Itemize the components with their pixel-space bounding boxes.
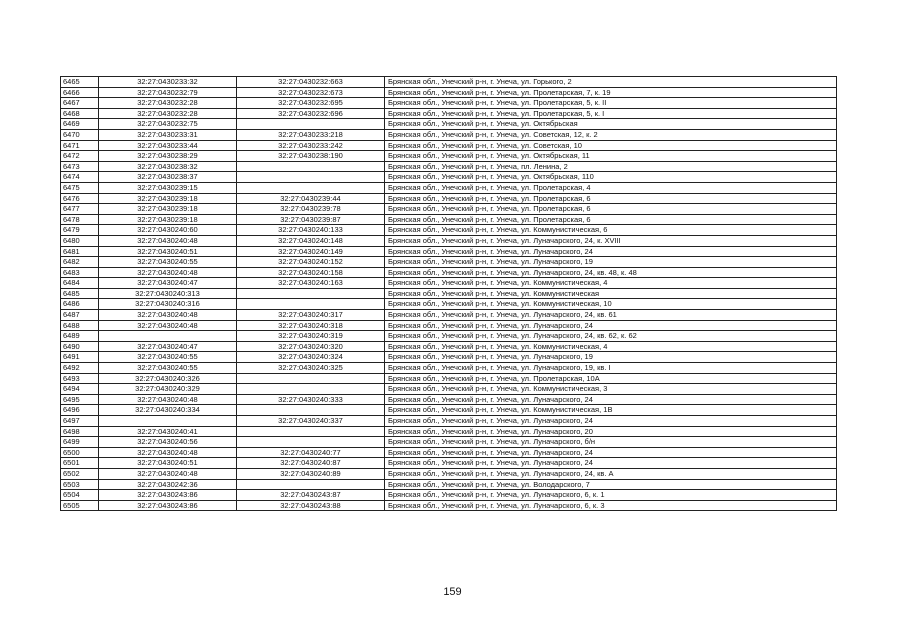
table-row — [61, 140, 837, 151]
building-number-cell: 32:27:0430233:218 — [237, 129, 385, 140]
land-parcel-number-cell: 32:27:0430240:48 — [99, 267, 237, 278]
address-cell: Брянская обл., Унечский р-н, г. Унеча, ул. Луначарского, б/н — [385, 437, 837, 448]
table-row — [61, 77, 837, 88]
address-cell: Брянская обл., Унечский р-н, г. Унеча, ул. Коммунистическая, 6 — [385, 225, 837, 236]
table-row — [61, 172, 837, 183]
row-number-cell: 6465 — [61, 77, 99, 88]
address-cell: Брянская обл., Унечский р-н, г. Унеча, ул. Коммунистическая, 1В — [385, 405, 837, 416]
building-number-cell — [237, 161, 385, 172]
row-number-cell: 6502 — [61, 468, 99, 479]
land-parcel-number-cell: 32:27:0430240:41 — [99, 426, 237, 437]
table-row — [61, 161, 837, 172]
address-cell: Брянская обл., Унечский р-н, г. Унеча, ул. Луначарского, 20 — [385, 426, 837, 437]
row-number-cell: 6492 — [61, 363, 99, 374]
land-parcel-number-cell: 32:27:0430240:48 — [99, 394, 237, 405]
row-number-cell: 6486 — [61, 299, 99, 310]
building-number-cell: 32:27:0430240:333 — [237, 394, 385, 405]
address-cell: Брянская обл., Унечский р-н, г. Унеча, ул. Луначарского, 19 — [385, 257, 837, 268]
land-parcel-number-cell: 32:27:0430243:86 — [99, 490, 237, 501]
building-number-cell — [237, 288, 385, 299]
table-row — [61, 108, 837, 119]
building-number-cell: 32:27:0430232:696 — [237, 108, 385, 119]
row-number-cell: 6498 — [61, 426, 99, 437]
table-row — [61, 288, 837, 299]
table-row — [61, 500, 837, 511]
page-number: 159 — [443, 586, 462, 598]
table-row — [61, 447, 837, 458]
table-row — [61, 299, 837, 310]
building-number-cell: 32:27:0430233:242 — [237, 140, 385, 151]
row-number-cell: 6484 — [61, 278, 99, 289]
table-row — [61, 320, 837, 331]
address-cell: Брянская обл., Унечский р-н, г. Унеча, ул. Коммунистическая, 3 — [385, 384, 837, 395]
table-row — [61, 384, 837, 395]
address-cell: Брянская обл., Унечский р-н, г. Унеча, ул. Советская, 10 — [385, 140, 837, 151]
address-cell: Брянская обл., Унечский р-н, г. Унеча, ул. Коммунистическая — [385, 288, 837, 299]
building-number-cell: 32:27:0430232:663 — [237, 77, 385, 88]
row-number-cell: 6488 — [61, 320, 99, 331]
land-parcel-number-cell: 32:27:0430240:313 — [99, 288, 237, 299]
address-cell: Брянская обл., Унечский р-н, г. Унеча, ул. Луначарского, 24, кв. 48, к. 48 — [385, 267, 837, 278]
building-number-cell — [237, 384, 385, 395]
land-parcel-number-cell: 32:27:0430240:48 — [99, 310, 237, 321]
land-parcel-number-cell: 32:27:0430242:36 — [99, 479, 237, 490]
row-number-cell: 6467 — [61, 98, 99, 109]
land-parcel-number-cell: 32:27:0430240:316 — [99, 299, 237, 310]
table-row — [61, 214, 837, 225]
row-number-cell: 6466 — [61, 87, 99, 98]
building-number-cell: 32:27:0430239:44 — [237, 193, 385, 204]
row-number-cell: 6480 — [61, 235, 99, 246]
address-cell: Брянская обл., Унечский р-н, г. Унеча, ул. Луначарского, 24 — [385, 458, 837, 469]
address-cell: Брянская обл., Унечский р-н, г. Унеча, ул. Луначарского, 24 — [385, 416, 837, 427]
table-row — [61, 267, 837, 278]
building-number-cell: 32:27:0430240:133 — [237, 225, 385, 236]
registry-table-body — [61, 77, 837, 511]
row-number-cell: 6474 — [61, 172, 99, 183]
building-number-cell: 32:27:0430240:158 — [237, 267, 385, 278]
row-number-cell: 6500 — [61, 447, 99, 458]
address-cell: Брянская обл., Унечский р-н, г. Унеча, ул. Пролетарская, 6 — [385, 193, 837, 204]
building-number-cell: 32:27:0430240:163 — [237, 278, 385, 289]
land-parcel-number-cell: 32:27:0430239:18 — [99, 214, 237, 225]
building-number-cell — [237, 119, 385, 130]
land-parcel-number-cell: 32:27:0430232:79 — [99, 87, 237, 98]
land-parcel-number-cell: 32:27:0430232:28 — [99, 98, 237, 109]
land-parcel-number-cell: 32:27:0430240:48 — [99, 320, 237, 331]
table-row — [61, 373, 837, 384]
address-cell: Брянская обл., Унечский р-н, г. Унеча, ул. Октябрьская — [385, 119, 837, 130]
address-cell: Брянская обл., Унечский р-н, г. Унеча, ул. Луначарского, 24, кв. 61 — [385, 310, 837, 321]
address-cell: Брянская обл., Унечский р-н, г. Унеча, ул. Пролетарская, 5, к. II — [385, 98, 837, 109]
table-row — [61, 129, 837, 140]
building-number-cell — [237, 299, 385, 310]
address-cell: Брянская обл., Унечский р-н, г. Унеча, ул. Луначарского, 24, кв. 62, к. 62 — [385, 331, 837, 342]
address-cell: Брянская обл., Унечский р-н, г. Унеча, ул. Луначарского, 24 — [385, 320, 837, 331]
table-row — [61, 98, 837, 109]
row-number-cell: 6481 — [61, 246, 99, 257]
row-number-cell: 6501 — [61, 458, 99, 469]
land-parcel-number-cell: 32:27:0430232:75 — [99, 119, 237, 130]
row-number-cell: 6490 — [61, 341, 99, 352]
row-number-cell: 6477 — [61, 204, 99, 215]
address-cell: Брянская обл., Унечский р-н, г. Унеча, ул. Пролетарская, 5, к. I — [385, 108, 837, 119]
building-number-cell: 32:27:0430232:673 — [237, 87, 385, 98]
table-row — [61, 182, 837, 193]
building-number-cell: 32:27:0430243:88 — [237, 500, 385, 511]
land-parcel-number-cell: 32:27:0430239:18 — [99, 193, 237, 204]
land-parcel-number-cell: 32:27:0430238:37 — [99, 172, 237, 183]
address-cell: Брянская обл., Унечский р-н, г. Унеча, ул. Советская, 12, к. 2 — [385, 129, 837, 140]
building-number-cell: 32:27:0430240:320 — [237, 341, 385, 352]
land-parcel-number-cell: 32:27:0430240:60 — [99, 225, 237, 236]
row-number-cell: 6473 — [61, 161, 99, 172]
row-number-cell: 6472 — [61, 151, 99, 162]
building-number-cell: 32:27:0430240:87 — [237, 458, 385, 469]
table-row — [61, 193, 837, 204]
land-parcel-number-cell: 32:27:0430238:29 — [99, 151, 237, 162]
row-number-cell: 6505 — [61, 500, 99, 511]
address-cell: Брянская обл., Унечский р-н, г. Унеча, ул. Горького, 2 — [385, 77, 837, 88]
row-number-cell: 6494 — [61, 384, 99, 395]
land-parcel-number-cell: 32:27:0430233:44 — [99, 140, 237, 151]
table-row — [61, 119, 837, 130]
table-row — [61, 310, 837, 321]
land-parcel-number-cell: 32:27:0430239:15 — [99, 182, 237, 193]
building-number-cell: 32:27:0430243:87 — [237, 490, 385, 501]
address-cell: Брянская обл., Унечский р-н, г. Унеча, ул. Луначарского, 24 — [385, 447, 837, 458]
address-cell: Брянская обл., Унечский р-н, г. Унеча, ул. Пролетарская, 10А — [385, 373, 837, 384]
land-parcel-number-cell: 32:27:0430240:47 — [99, 278, 237, 289]
row-number-cell: 6485 — [61, 288, 99, 299]
row-number-cell: 6491 — [61, 352, 99, 363]
table-row — [61, 235, 837, 246]
table-row — [61, 246, 837, 257]
building-number-cell: 32:27:0430240:148 — [237, 235, 385, 246]
row-number-cell: 6496 — [61, 405, 99, 416]
land-parcel-number-cell: 32:27:0430240:56 — [99, 437, 237, 448]
table-row — [61, 341, 837, 352]
land-parcel-number-cell: 32:27:0430240:51 — [99, 246, 237, 257]
table-row — [61, 405, 837, 416]
land-parcel-number-cell: 32:27:0430232:28 — [99, 108, 237, 119]
land-parcel-number-cell: 32:27:0430238:32 — [99, 161, 237, 172]
building-number-cell: 32:27:0430240:149 — [237, 246, 385, 257]
table-row — [61, 331, 837, 342]
row-number-cell: 6475 — [61, 182, 99, 193]
address-cell: Брянская обл., Унечский р-н, г. Унеча, ул. Луначарского, 6, к. 1 — [385, 490, 837, 501]
address-cell: Брянская обл., Унечский р-н, г. Унеча, ул. Октябрьская, 11 — [385, 151, 837, 162]
row-number-cell: 6469 — [61, 119, 99, 130]
building-number-cell: 32:27:0430240:337 — [237, 416, 385, 427]
row-number-cell: 6487 — [61, 310, 99, 321]
land-parcel-number-cell: 32:27:0430243:86 — [99, 500, 237, 511]
address-cell: Брянская обл., Унечский р-н, г. Унеча, ул. Луначарского, 19, кв. I — [385, 363, 837, 374]
table-row — [61, 394, 837, 405]
building-number-cell: 32:27:0430238:190 — [237, 151, 385, 162]
table-row — [61, 257, 837, 268]
address-cell: Брянская обл., Унечский р-н, г. Унеча, ул. Луначарского, 24, кв. А — [385, 468, 837, 479]
table-row — [61, 416, 837, 427]
address-cell: Брянская обл., Унечский р-н, г. Унеча, ул. Луначарского, 24 — [385, 394, 837, 405]
building-number-cell: 32:27:0430240:324 — [237, 352, 385, 363]
row-number-cell: 6476 — [61, 193, 99, 204]
row-number-cell: 6489 — [61, 331, 99, 342]
row-number-cell: 6493 — [61, 373, 99, 384]
building-number-cell: 32:27:0430240:317 — [237, 310, 385, 321]
land-parcel-number-cell — [99, 331, 237, 342]
row-number-cell: 6499 — [61, 437, 99, 448]
building-number-cell: 32:27:0430240:318 — [237, 320, 385, 331]
registry-table — [60, 76, 837, 511]
table-row — [61, 458, 837, 469]
land-parcel-number-cell: 32:27:0430240:48 — [99, 235, 237, 246]
land-parcel-number-cell: 32:27:0430240:329 — [99, 384, 237, 395]
row-number-cell: 6468 — [61, 108, 99, 119]
table-row — [61, 426, 837, 437]
address-cell: Брянская обл., Унечский р-н, г. Унеча, ул. Коммунистическая, 10 — [385, 299, 837, 310]
land-parcel-number-cell: 32:27:0430240:55 — [99, 363, 237, 374]
address-cell: Брянская обл., Унечский р-н, г. Унеча, ул. Луначарского, 24, к. XVIII — [385, 235, 837, 246]
table-row — [61, 468, 837, 479]
building-number-cell — [237, 479, 385, 490]
row-number-cell: 6495 — [61, 394, 99, 405]
table-row — [61, 87, 837, 98]
building-number-cell — [237, 373, 385, 384]
land-parcel-number-cell: 32:27:0430240:48 — [99, 447, 237, 458]
building-number-cell: 32:27:0430232:695 — [237, 98, 385, 109]
building-number-cell: 32:27:0430240:319 — [237, 331, 385, 342]
land-parcel-number-cell: 32:27:0430240:55 — [99, 257, 237, 268]
address-cell: Брянская обл., Унечский р-н, г. Унеча, ул. Октябрьская, 110 — [385, 172, 837, 183]
building-number-cell — [237, 182, 385, 193]
building-number-cell: 32:27:0430240:325 — [237, 363, 385, 374]
address-cell: Брянская обл., Унечский р-н, г. Унеча, ул. Коммунистическая, 4 — [385, 341, 837, 352]
row-number-cell: 6482 — [61, 257, 99, 268]
row-number-cell: 6470 — [61, 129, 99, 140]
building-number-cell — [237, 426, 385, 437]
land-parcel-number-cell — [99, 416, 237, 427]
land-parcel-number-cell: 32:27:0430240:48 — [99, 468, 237, 479]
address-cell: Брянская обл., Унечский р-н, г. Унеча, ул. Пролетарская, 6 — [385, 214, 837, 225]
address-cell: Брянская обл., Унечский р-н, г. Унеча, ул. Луначарского, 24 — [385, 246, 837, 257]
land-parcel-number-cell: 32:27:0430240:51 — [99, 458, 237, 469]
table-row — [61, 479, 837, 490]
land-parcel-number-cell: 32:27:0430240:55 — [99, 352, 237, 363]
row-number-cell: 6483 — [61, 267, 99, 278]
table-row — [61, 352, 837, 363]
address-cell: Брянская обл., Унечский р-н, г. Унеча, ул. Володарского, 7 — [385, 479, 837, 490]
table-row — [61, 225, 837, 236]
address-cell: Брянская обл., Унечский р-н, г. Унеча, ул. Пролетарская, 7, к. 19 — [385, 87, 837, 98]
address-cell: Брянская обл., Унечский р-н, г. Унеча, пл. Ленина, 2 — [385, 161, 837, 172]
row-number-cell: 6503 — [61, 479, 99, 490]
address-cell: Брянская обл., Унечский р-н, г. Унеча, ул. Коммунистическая, 4 — [385, 278, 837, 289]
table-row — [61, 363, 837, 374]
address-cell: Брянская обл., Унечский р-н, г. Унеча, ул. Пролетарская, 4 — [385, 182, 837, 193]
table-row — [61, 437, 837, 448]
table-row — [61, 151, 837, 162]
building-number-cell: 32:27:0430239:78 — [237, 204, 385, 215]
address-cell: Брянская обл., Унечский р-н, г. Унеча, ул. Луначарского, 6, к. 3 — [385, 500, 837, 511]
land-parcel-number-cell: 32:27:0430239:18 — [99, 204, 237, 215]
table-row — [61, 490, 837, 501]
row-number-cell: 6471 — [61, 140, 99, 151]
building-number-cell: 32:27:0430240:152 — [237, 257, 385, 268]
building-number-cell: 32:27:0430239:87 — [237, 214, 385, 225]
building-number-cell — [237, 172, 385, 183]
building-number-cell — [237, 437, 385, 448]
row-number-cell: 6478 — [61, 214, 99, 225]
land-parcel-number-cell: 32:27:0430240:334 — [99, 405, 237, 416]
land-parcel-number-cell: 32:27:0430233:31 — [99, 129, 237, 140]
building-number-cell — [237, 405, 385, 416]
address-cell: Брянская обл., Унечский р-н, г. Унеча, ул. Луначарского, 19 — [385, 352, 837, 363]
table-row — [61, 204, 837, 215]
row-number-cell: 6479 — [61, 225, 99, 236]
address-cell: Брянская обл., Унечский р-н, г. Унеча, ул. Пролетарская, 6 — [385, 204, 837, 215]
land-parcel-number-cell: 32:27:0430233:32 — [99, 77, 237, 88]
building-number-cell: 32:27:0430240:89 — [237, 468, 385, 479]
land-parcel-number-cell: 32:27:0430240:47 — [99, 341, 237, 352]
building-number-cell: 32:27:0430240:77 — [237, 447, 385, 458]
table-row — [61, 278, 837, 289]
row-number-cell: 6504 — [61, 490, 99, 501]
land-parcel-number-cell: 32:27:0430240:326 — [99, 373, 237, 384]
row-number-cell: 6497 — [61, 416, 99, 427]
